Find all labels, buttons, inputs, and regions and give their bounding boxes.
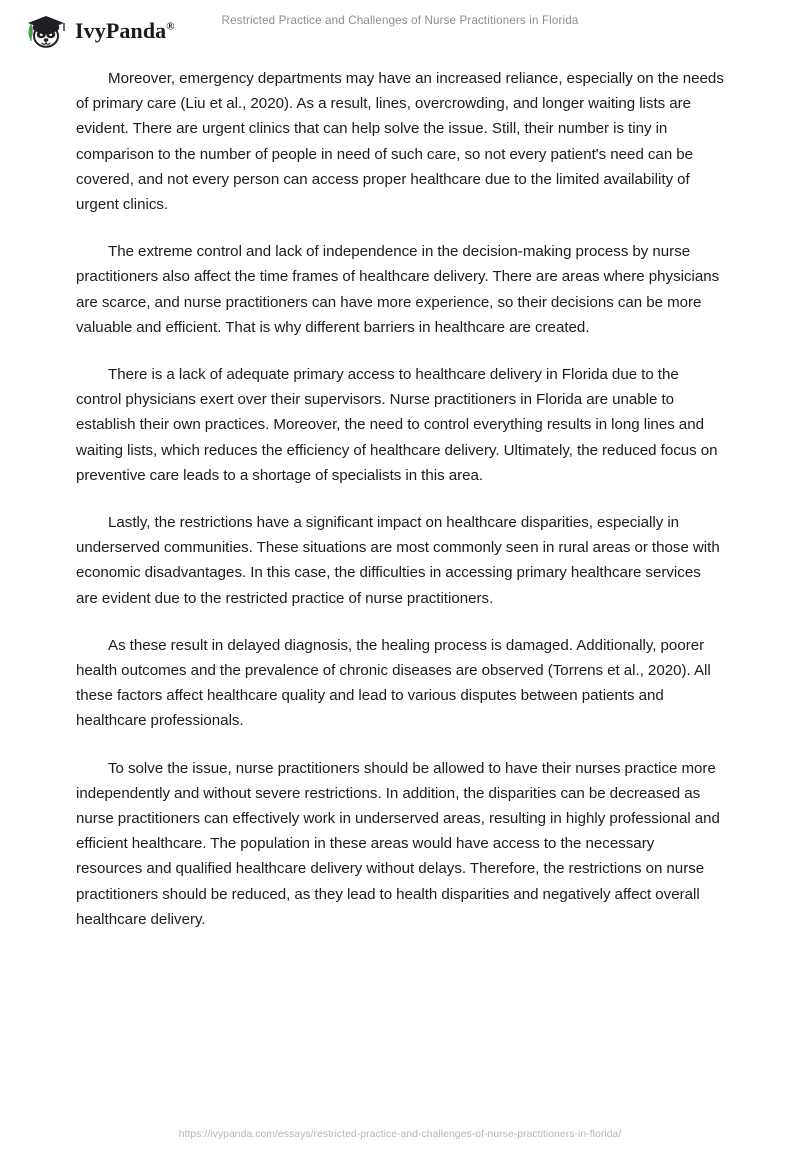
body-paragraph: As these result in delayed diagnosis, the healing process is damaged. Additionally, poorer health outcomes and the prevalence of chronic diseases are observed (Torrens et al., 2020). All these factors affect healthcare quality and lead to various disputes between patients and healthcare professionals. <box>76 636 711 730</box>
brand-name-text: IvyPanda <box>75 18 167 43</box>
page-header <box>0 0 800 58</box>
body-paragraph: The extreme control and lack of independence in the decision-making process by nurse practitioners also affect the time frames of healthcare delivery. There are areas where physicians are scarce, and nurse practitioners can have more experience, so their decisions can be more valuable and efficient. That is why different barriers in healthcare are created. <box>76 243 720 336</box>
document-body <box>76 66 724 932</box>
body-paragraph: Lastly, the restrictions have a significant impact on healthcare disparities, especially in underserved communities. These situations are most commonly seen in rural areas or those with economic disadvantages. In this case, the difficulties in accessing primary healthcare services are evident due to the restricted practice of nurse practitioners. <box>76 514 720 607</box>
page-footer <box>0 1124 800 1142</box>
source-url-link[interactable]: https://ivypanda.com/essays/restricted-practice-and-challenges-of-nurse-practitioners-in-florida/ <box>178 1129 622 1140</box>
body-paragraph: Moreover, emergency departments may have an increased reliance, especially on the needs of primary care (Liu et al., 2020). As a result, lines, overcrowding, and longer waiting lists are evident. There are urgent clinics that can help solve the issue. Still, their number is tiny in comparison to the number of people in need of such care, so not every patient's need can be covered, and not every person can access proper healthcare due to the limited availability of urgent clinics. <box>76 70 724 214</box>
page-title: Restricted Practice and Challenges of Nurse Practitioners in Florida <box>221 14 579 27</box>
body-paragraph: To solve the issue, nurse practitioners should be allowed to have their nurses practice more independently and without severe restrictions. In addition, the disparities can be decreased as nurse practitioners can effectively work in underserved areas, resulting in highly professional and efficient healthcare. The population in these areas would have access to the necessary resources and qualified healthcare delivery without delays. Therefore, the restrictions on nurse practitioners should be reduced, as they lead to health disparities and negatively affect overall healthcare delivery. <box>76 759 720 928</box>
body-paragraph: There is a lack of adequate primary access to healthcare delivery in Florida due to the control physicians exert over their supervisors. Nurse practitioners in Florida are unable to establish their own practices. Moreover, the need to control everything results in long lines and waiting lists, which reduces the efficiency of healthcare delivery. Ultimately, the reduced focus on preventive care leads to a shortage of specialists in this area. <box>76 366 718 484</box>
registered-mark: ® <box>166 20 175 33</box>
